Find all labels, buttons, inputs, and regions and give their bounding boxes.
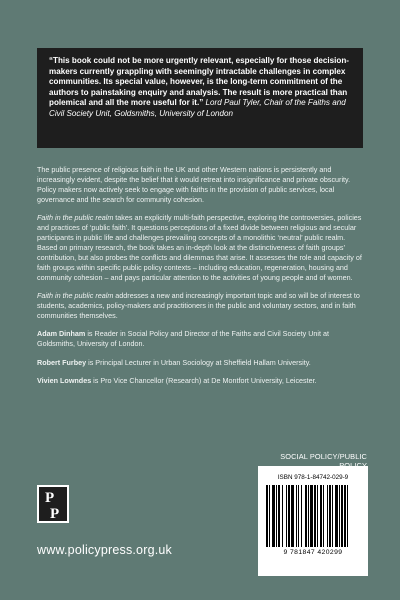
isbn-label: ISBN 978-1-84742-029-9 [277, 474, 349, 481]
author-bio-text: is Reader in Social Policy and Director of the Faiths and Civil Society Unit at Goldsmiths, University of London. [37, 329, 330, 349]
svg-text:P: P [50, 506, 60, 522]
blurb-paragraph-3-text: addresses a new and increasingly important topic and so will be of interest to students, academics, policy-makers and practitioners in the public and voluntary sectors, and in faith communities themselves. [37, 290, 360, 320]
blurb-paragraph-2 [37, 213, 365, 282]
author-name: Robert Furbey [37, 357, 87, 367]
author-name: Adam Dinham [37, 329, 86, 339]
publisher-url[interactable]: www.policypress.org.uk [37, 543, 173, 557]
barcode-box [258, 466, 368, 576]
quote-text: “This book could not be more urgently relevant, especially for those decision-makers currently grappling with seemingly intractable challenges in complex communities. Its special value, however, is the long-term commitment of the authors to painstaking enquiry and analysis. The result is more practical than polemical and all the more useful for it.” [49, 56, 349, 108]
book-title-inline: Faith in the public realm [37, 213, 114, 223]
author-bio [37, 358, 365, 368]
blurb-paragraph-1: The public presence of religious faith in the UK and other Western nations is persistently and increasingly evident, despite the belief that it would retreat into insignificance and private obscurity. Policy makers now actively seek to engage with faiths in the provision of public services, local governance and the search for community cohesion. [37, 165, 351, 204]
barcode-image [264, 485, 362, 547]
svg-text:P: P [45, 490, 55, 506]
author-bio [37, 329, 365, 349]
author-bio-text: is Principal Lecturer in Urban Sociology at Sheffield Hallam University. [86, 357, 311, 367]
book-title-inline: Faith in the public realm [37, 290, 114, 300]
blurb [37, 165, 365, 394]
barcode-number: 9 781847 420299 [283, 549, 343, 556]
quote-attribution: Lord Paul Tyler, Chair of the Faiths and Civil Society Unit, Goldsmiths, University of London [49, 98, 346, 118]
author-name: Vivien Lowndes [37, 375, 92, 385]
author-bio-text: is Pro Vice Chancellor (Research) at De Montfort University, Leicester. [91, 375, 317, 385]
blurb-paragraph-2-text: takes an explicitly multi-faith perspective, exploring the controversies, policies and practices of ‘public faith’. It questions perceptions of a fixed divide between religious and secular participants in public life and challenges prevailing concepts of a monolithic ‘neutral’ public realm. Based on primary research, the book takes an in-depth look at the distinctiveness of faith groups’ contribution, but also probes the conflicts and dilemmas that arise. It assesses the role and capacity of faith groups within specific public policy contexts – including education, regeneration, housing and community cohesion – and pays particular attention to the activities of young people and of women. [37, 213, 362, 282]
endorsement-quote [49, 56, 351, 120]
policy-press-logo-icon [37, 485, 69, 523]
subject-category: SOCIAL POLICY/PUBLIC [280, 452, 367, 461]
endorsement-quote-box [37, 48, 363, 148]
author-bio [37, 376, 365, 386]
blurb-paragraph-3 [37, 291, 365, 321]
